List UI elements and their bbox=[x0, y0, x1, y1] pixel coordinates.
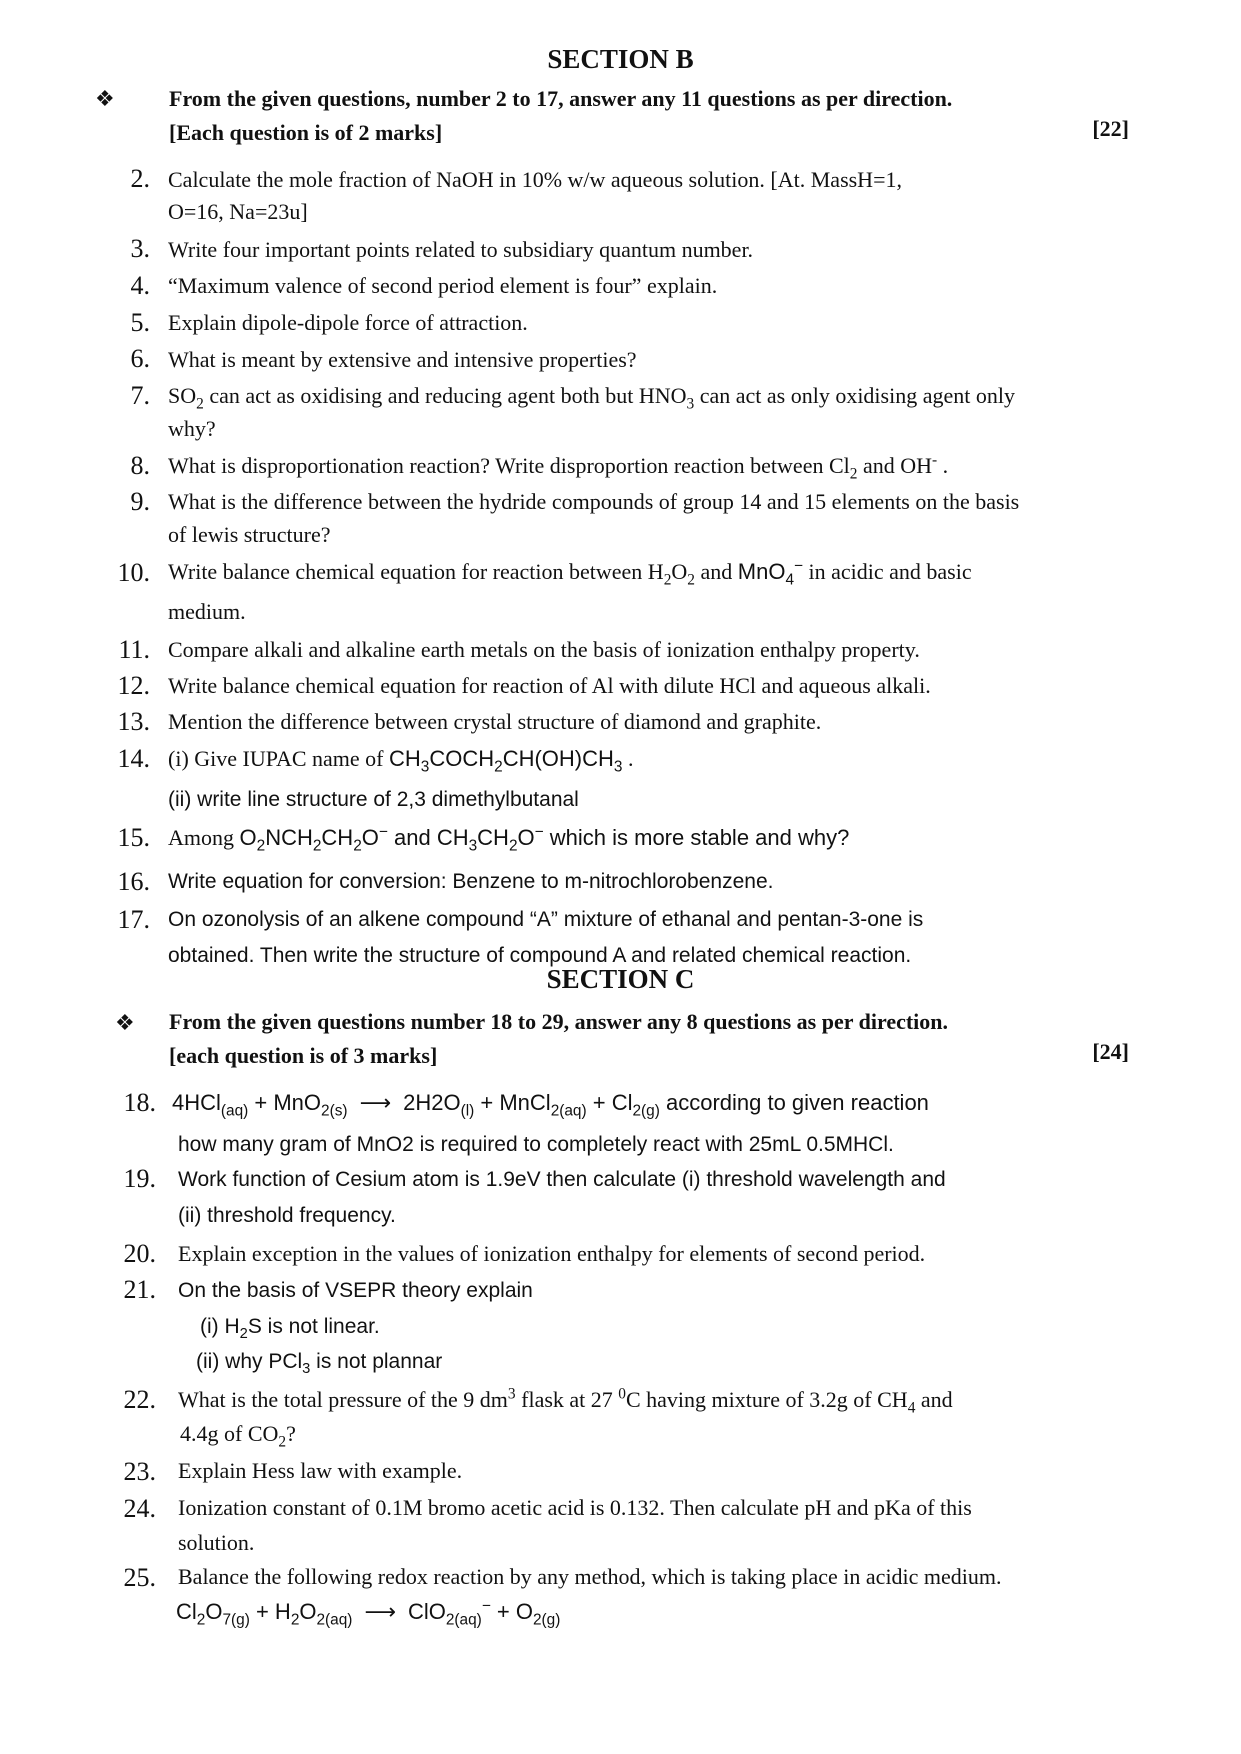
superscript: − bbox=[534, 823, 544, 841]
question-text-line bbox=[168, 416, 216, 442]
question-number: 22. bbox=[123, 1385, 156, 1414]
question-text-line bbox=[196, 1349, 443, 1378]
question-text-line bbox=[178, 1132, 894, 1157]
question-text-line bbox=[200, 1314, 380, 1343]
question-text-line bbox=[168, 237, 753, 263]
text-segment: Explain Hess law with example. bbox=[178, 1458, 463, 1483]
section-b-title: SECTION B bbox=[547, 44, 694, 74]
question-text-line bbox=[180, 1421, 296, 1451]
text-segment: + O bbox=[490, 1599, 533, 1624]
text-segment: O bbox=[205, 1599, 223, 1624]
text-segment: What is meant by extensive and intensive properties? bbox=[168, 347, 637, 372]
text-segment: What is the total pressure of the 9 dm bbox=[178, 1387, 508, 1412]
reaction-arrow-icon: ⟶ bbox=[359, 1090, 392, 1115]
text-segment: (i) H bbox=[200, 1315, 240, 1338]
question-text-line bbox=[178, 1203, 396, 1228]
text-segment: CH bbox=[389, 746, 421, 771]
text-segment: O bbox=[299, 1599, 317, 1624]
superscript: − bbox=[481, 1597, 491, 1615]
question-text-line bbox=[178, 1241, 925, 1267]
text-segment: SO bbox=[168, 383, 197, 408]
subscript: 2 bbox=[196, 395, 204, 413]
subscript: 4 bbox=[785, 571, 795, 589]
text-segment: Work function of Cesium atom is 1.9eV then calculate (i) threshold wavelength and bbox=[178, 1168, 946, 1191]
question-number: 23. bbox=[123, 1457, 156, 1486]
text-segment: . bbox=[622, 746, 634, 771]
subscript: 2 bbox=[687, 571, 695, 589]
subscript: 2 bbox=[239, 1326, 248, 1343]
text-segment: flask at 27 bbox=[515, 1387, 619, 1412]
text-segment: + H bbox=[249, 1599, 291, 1624]
section-b-instruction-line2: [Each question is of 2 marks] bbox=[169, 120, 443, 145]
section-c-bullet-icon: ❖ bbox=[115, 1010, 135, 1035]
superscript: 0 bbox=[618, 1385, 626, 1403]
question-text-line bbox=[178, 1385, 953, 1417]
subscript: 3 bbox=[468, 837, 478, 855]
text-segment: solution. bbox=[178, 1530, 255, 1555]
question-text-line bbox=[168, 673, 931, 699]
subscript: 2(aq) bbox=[316, 1611, 353, 1629]
section-c-instruction-line2: [each question is of 3 marks] bbox=[169, 1043, 438, 1068]
text-segment: in acidic and basic bbox=[803, 559, 972, 584]
question-number: 15. bbox=[117, 823, 150, 852]
question-number: 3. bbox=[130, 234, 150, 263]
question-number: 24. bbox=[123, 1494, 156, 1523]
subscript: 2(aq) bbox=[445, 1611, 482, 1629]
text-segment: MnO bbox=[273, 1090, 322, 1115]
text-segment: + bbox=[248, 1090, 274, 1115]
question-text-line bbox=[168, 347, 637, 373]
question-number: 11. bbox=[118, 635, 150, 664]
question-number: 19. bbox=[123, 1164, 156, 1193]
question-number: 25. bbox=[123, 1563, 156, 1592]
question-number: 21. bbox=[123, 1275, 156, 1304]
question-number: 12. bbox=[117, 671, 150, 700]
text-segment: “Maximum valence of second period element is four” explain. bbox=[168, 273, 718, 298]
text-segment: COCH bbox=[429, 746, 495, 771]
section-b-bullet-icon: ❖ bbox=[95, 86, 115, 111]
section-b-instruction bbox=[169, 82, 952, 150]
subscript: 7(g) bbox=[222, 1611, 250, 1629]
subscript: (aq) bbox=[220, 1102, 249, 1120]
question-text-line bbox=[168, 746, 634, 776]
text-segment: What is disproportionation reaction? Write disproportion reaction between Cl bbox=[168, 453, 850, 478]
text-segment: O bbox=[361, 825, 379, 850]
superscript: − bbox=[794, 557, 804, 575]
subscript: 2 bbox=[849, 465, 858, 483]
text-segment: is not plannar bbox=[310, 1350, 443, 1373]
text-segment: medium. bbox=[168, 599, 246, 624]
section-b-marks: [22] bbox=[1092, 116, 1129, 141]
subscript: 2 bbox=[663, 571, 672, 589]
reaction-arrow-icon: ⟶ bbox=[364, 1599, 396, 1624]
question-text-line bbox=[168, 823, 850, 855]
question-number: 9. bbox=[130, 487, 150, 516]
text-segment: Write balance chemical equation for reaction of Al with dilute HCl and aqueous alkali. bbox=[168, 673, 931, 698]
subscript: (l) bbox=[460, 1102, 475, 1120]
section-c-instruction-line1: From the given questions number 18 to 29, answer any 8 questions as per direction. bbox=[169, 1009, 949, 1034]
text-segment: Mention the difference between crystal structure of diamond and graphite. bbox=[168, 709, 822, 734]
subscript: 2(g) bbox=[632, 1102, 660, 1120]
question-number: 16. bbox=[117, 867, 150, 896]
question-text-line bbox=[168, 383, 1015, 413]
question-text-line bbox=[178, 1458, 462, 1484]
question-text-line bbox=[178, 1167, 946, 1192]
subscript: 2 bbox=[494, 758, 503, 776]
question-number: 2. bbox=[130, 164, 150, 193]
subscript: 2 bbox=[278, 1433, 287, 1451]
text-segment: . bbox=[937, 453, 949, 478]
subscript: 2 bbox=[196, 1611, 206, 1629]
question-number: 4. bbox=[130, 271, 150, 300]
subscript: 2 bbox=[312, 837, 322, 855]
question-text-line bbox=[168, 943, 911, 968]
text-segment: 2H2O bbox=[403, 1090, 461, 1115]
question-text-line bbox=[168, 273, 717, 299]
text-segment: (ii) write line structure of 2,3 dimethylbutanal bbox=[168, 788, 579, 811]
question-text-line bbox=[168, 907, 923, 932]
text-segment: and OH bbox=[857, 453, 932, 478]
question-number: 5. bbox=[130, 308, 150, 337]
text-segment: CH bbox=[436, 825, 469, 850]
text-segment: S is not linear. bbox=[247, 1315, 380, 1338]
superscript: - bbox=[932, 451, 938, 469]
text-segment: which is more stable and why? bbox=[543, 825, 850, 850]
question-number: 13. bbox=[117, 707, 150, 736]
text-segment: Explain exception in the values of ionization enthalpy for elements of second period. bbox=[178, 1241, 926, 1266]
subscript: 2(s) bbox=[321, 1102, 348, 1120]
text-segment: according to given reaction bbox=[659, 1090, 929, 1115]
subscript: 2 bbox=[256, 837, 266, 855]
text-segment: O=16, Na=23u] bbox=[168, 199, 308, 224]
text-segment: Calculate the mole fraction of NaOH in 10% w/w aqueous solution. [At. MassH=1, bbox=[168, 167, 902, 192]
subscript: 4 bbox=[907, 1399, 916, 1417]
text-segment: On ozonolysis of an alkene compound “A” mixture of ethanal and pentan-3-one is bbox=[168, 908, 924, 931]
question-text-line bbox=[168, 599, 246, 625]
text-segment: why? bbox=[168, 416, 216, 441]
text-segment: CH bbox=[321, 825, 354, 850]
text-segment: (i) Give IUPAC name of bbox=[168, 746, 389, 771]
question-text-line bbox=[168, 310, 528, 336]
question-number: 18. bbox=[123, 1088, 156, 1117]
section-b-instruction-line1: From the given questions, number 2 to 17, answer any 11 questions as per direction. bbox=[169, 86, 953, 111]
subscript: 2 bbox=[353, 837, 362, 855]
text-segment: Among bbox=[168, 825, 240, 850]
subscript: 2 bbox=[290, 1611, 300, 1629]
text-segment: ClO bbox=[407, 1599, 446, 1624]
text-segment: can act as only oxidising agent only bbox=[694, 383, 1015, 408]
question-number: 10. bbox=[117, 558, 150, 587]
text-segment: and bbox=[915, 1387, 953, 1412]
question-number: 14. bbox=[117, 744, 150, 773]
question-text-line bbox=[172, 1090, 929, 1120]
question-text-line bbox=[168, 489, 1019, 515]
text-segment: Write balance chemical equation for reaction between H bbox=[168, 559, 664, 584]
text-segment: + MnCl bbox=[474, 1090, 551, 1115]
subscript: 2(g) bbox=[533, 1611, 561, 1629]
text-segment: Compare alkali and alkaline earth metals on the basis of ionization enthalpy property. bbox=[168, 637, 920, 662]
text-segment: On the basis of VSEPR theory explain bbox=[178, 1279, 533, 1302]
text-segment: O bbox=[239, 825, 257, 850]
question-number: 6. bbox=[130, 344, 150, 373]
text-segment: and bbox=[695, 559, 738, 584]
question-text-line bbox=[168, 869, 773, 894]
question-number: 8. bbox=[130, 451, 150, 480]
question-text-line bbox=[168, 522, 331, 548]
question-text-line bbox=[178, 1278, 533, 1303]
text-segment: Cl bbox=[176, 1599, 197, 1624]
text-segment: ? bbox=[286, 1421, 296, 1446]
text-segment: Balance the following redox reaction by any method, which is taking place in acidic medium. bbox=[178, 1564, 1002, 1589]
text-segment: Write four important points related to subsidiary quantum number. bbox=[168, 237, 754, 262]
text-segment: (ii) threshold frequency. bbox=[178, 1204, 396, 1227]
question-text-line bbox=[168, 557, 972, 589]
superscript: − bbox=[378, 823, 388, 841]
text-segment: C having mixture of 3.2g of CH bbox=[625, 1387, 908, 1412]
section-c-marks: [24] bbox=[1092, 1039, 1129, 1064]
question-text-line bbox=[168, 709, 821, 735]
question-text-line bbox=[178, 1564, 1002, 1590]
text-segment: O bbox=[671, 559, 688, 584]
question-text-line bbox=[168, 167, 902, 193]
text-segment: obtained. Then write the structure of compound A and related chemical reaction. bbox=[168, 944, 912, 967]
question-number: 7. bbox=[130, 381, 150, 410]
text-segment: + Cl bbox=[586, 1090, 633, 1115]
subscript: 3 bbox=[613, 758, 623, 776]
subscript: 2(aq) bbox=[550, 1102, 587, 1120]
text-segment: and bbox=[387, 825, 437, 850]
question-number: 20. bbox=[123, 1239, 156, 1268]
subscript: 3 bbox=[420, 758, 430, 776]
question-text-line bbox=[168, 787, 579, 812]
text-segment: Write equation for conversion: Benzene to m-nitrochlorobenzene. bbox=[168, 870, 774, 893]
text-segment: What is the difference between the hydride compounds of group 14 and 15 elements on the basis bbox=[168, 489, 1020, 514]
question-text-line bbox=[178, 1495, 972, 1521]
question-text-line bbox=[168, 451, 949, 483]
question-number: 17. bbox=[117, 905, 150, 934]
question-text-line bbox=[168, 637, 920, 663]
subscript: 3 bbox=[302, 1361, 311, 1378]
subscript: 3 bbox=[686, 395, 695, 413]
section-c-title: SECTION C bbox=[546, 964, 695, 994]
text-segment: MnO bbox=[737, 559, 786, 584]
text-segment: O bbox=[517, 825, 535, 850]
subscript: 2 bbox=[508, 837, 518, 855]
question-text-line bbox=[178, 1530, 254, 1556]
text-segment: 4.4g of CO bbox=[180, 1421, 279, 1446]
text-segment: Ionization constant of 0.1M bromo acetic acid is 0.132. Then calculate pH and pKa of this bbox=[178, 1495, 972, 1520]
text-segment: 4HCl bbox=[172, 1090, 221, 1115]
text-segment: how many gram of MnO2 is required to completely react with 25mL 0.5MHCl. bbox=[178, 1133, 894, 1156]
text-segment: of lewis structure? bbox=[168, 522, 331, 547]
text-segment: NCH bbox=[265, 825, 313, 850]
text-segment: (ii) why PCl bbox=[196, 1350, 303, 1373]
question-text-line bbox=[176, 1597, 561, 1629]
question-text-line bbox=[168, 199, 308, 225]
text-segment: can act as oxidising and reducing agent both but HNO bbox=[203, 383, 687, 408]
superscript: 3 bbox=[507, 1385, 516, 1403]
text-segment: CH bbox=[477, 825, 509, 850]
text-segment: Explain dipole-dipole force of attraction. bbox=[168, 310, 528, 335]
text-segment: CH(OH)CH bbox=[502, 746, 614, 771]
section-c-instruction bbox=[169, 1005, 948, 1073]
